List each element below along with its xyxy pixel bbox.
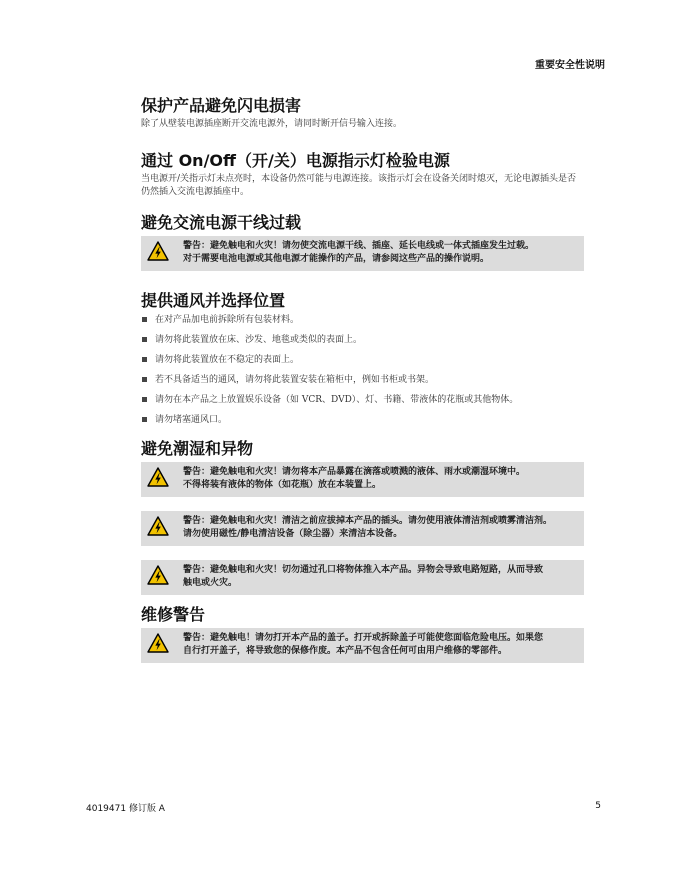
- warning-triangle-lightning-icon: [147, 565, 169, 585]
- warning-triangle-lightning-icon: [147, 516, 169, 536]
- warning-line: 自行打开盖子，将导致您的保修作废。本产品不包含任何可由用户维修的零部件。: [183, 646, 508, 656]
- warning-text-moisture-cleaning: [183, 515, 552, 541]
- footer-document-id: 4019471 修订版 A: [86, 804, 165, 814]
- list-item: 在对产品加电前拆除所有包装材料。: [141, 314, 584, 327]
- bullet-square-icon: [142, 337, 147, 342]
- warning-box-moisture-cleaning: [141, 511, 584, 546]
- warning-text-moisture-liquid: [183, 466, 525, 492]
- warning-box-overload: [141, 236, 584, 271]
- warning-box-moisture-liquid: [141, 462, 584, 497]
- warning-line: 对于需要电池电源或其他电源才能操作的产品，请参阅这些产品的操作说明。: [183, 254, 490, 264]
- warning-line: 警告：避免触电！请勿打开本产品的盖子。打开或拆除盖子可能使您面临危险电压。如果您: [183, 633, 544, 643]
- section-title-power-indicator: 通过 On/Off（开/关）电源指示灯检验电源: [141, 151, 450, 170]
- bullet-square-icon: [142, 397, 147, 402]
- warning-box-moisture-objects: [141, 560, 584, 595]
- list-item: 请勿将此装置放在床、沙发、地毯或类似的表面上。: [141, 334, 584, 347]
- footer-page-number: 5: [595, 801, 601, 811]
- warning-line: 警告：避免触电和火灾！切勿通过孔口将物体推入本产品。异物会导致电路短路，从而导致: [183, 565, 544, 575]
- section-title-lightning: 保护产品避免闪电损害: [141, 96, 302, 115]
- list-item: 若不具备适当的通风，请勿将此装置安装在箱柜中，例如书柜或书架。: [141, 374, 584, 387]
- section-title-moisture: 避免潮湿和异物: [141, 439, 254, 458]
- warning-line: 触电或火灾。: [183, 578, 238, 588]
- warning-triangle-lightning-icon: [147, 633, 169, 653]
- warning-text-overload: [183, 240, 534, 266]
- bullet-square-icon: [142, 357, 147, 362]
- warning-line: 警告：避免触电和火灾！请勿将本产品暴露在滴落或喷溅的液体、雨水或潮湿环境中。: [183, 467, 526, 477]
- warning-line: 警告：避免触电和火灾！请勿使交流电源干线、插座、延长电线或一体式插座发生过载。: [183, 241, 535, 251]
- list-item: 请勿堵塞通风口。: [141, 414, 584, 427]
- page-content: [141, 96, 584, 663]
- section-text-lightning: 除了从壁装电源插座断开交流电源外，请同时断开信号输入连接。: [141, 119, 403, 129]
- warning-line: 请勿使用磁性/静电清洁设备（除尘器）来清洁本设备。: [183, 529, 403, 539]
- section-title-service: 维修警告: [141, 605, 206, 624]
- list-item: 请勿在本产品之上放置娱乐设备（如 VCR、DVD）、灯、书籍、带液体的花瓶或其他物体。: [141, 394, 584, 407]
- ventilation-bullet-list: [141, 314, 584, 427]
- bullet-square-icon: [142, 317, 147, 322]
- warning-line: 不得将装有液体的物体（如花瓶）放在本装置上。: [183, 480, 382, 490]
- bullet-square-icon: [142, 417, 147, 422]
- bullet-square-icon: [142, 377, 147, 382]
- warning-triangle-lightning-icon: [147, 241, 169, 261]
- section-title-overload: 避免交流电源干线过载: [141, 213, 302, 232]
- warning-box-service: [141, 628, 584, 663]
- warning-triangle-lightning-icon: [147, 467, 169, 487]
- list-item: 请勿将此装置放在不稳定的表面上。: [141, 354, 584, 367]
- warning-line: 警告：避免触电和火灾！清洁之前应拔掉本产品的插头。请勿使用液体清洁剂或喷雾清洁剂。: [183, 516, 553, 526]
- warning-text-service: [183, 632, 543, 658]
- section-text-power-indicator: 当电源开/关指示灯未点亮时，本设备仍然可能与电源连接。该指示灯会在设备关闭时熄灭，无论电源插头是否仍然插入交流电源插座中。: [141, 174, 577, 197]
- running-header: 重要安全性说明: [535, 60, 605, 71]
- warning-text-moisture-objects: [183, 564, 543, 590]
- section-title-ventilation: 提供通风并选择位置: [141, 291, 286, 310]
